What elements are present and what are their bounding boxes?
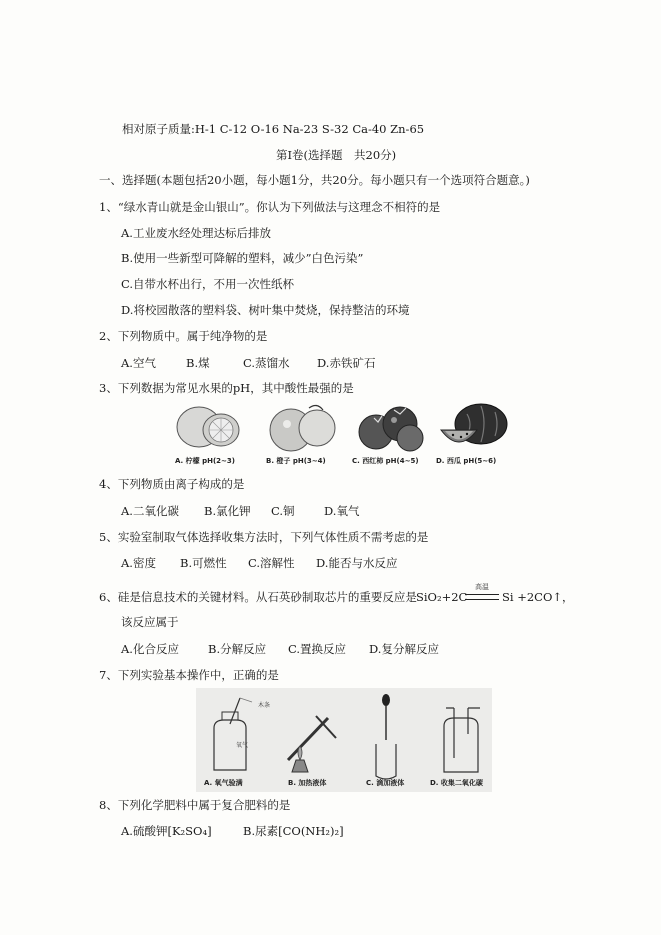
q4-option-a: A.二氧化碳 — [121, 504, 179, 518]
q4-option-c: C.铜 — [271, 504, 295, 518]
lab-caption-a: A. 氧气验满 — [204, 779, 243, 787]
lab-caption-c: C. 滴加液体 — [366, 779, 405, 787]
tomato-image — [354, 400, 426, 454]
q5-option-c: C.溶解性 — [248, 556, 295, 570]
q1-option-c: C.自带水杯出行，不用一次性纸杯 — [121, 277, 295, 291]
atomic-mass-line: 相对原子质量:H-1 C-12 O-16 Na-23 S-32 Ca-40 Zn-65 — [122, 122, 425, 136]
volume-title: 第Ⅰ卷(选择题 共20分) — [276, 148, 397, 162]
q2-option-b: B.煤 — [186, 356, 210, 370]
fruit-caption-b: B. 橙子 pH(3~4) — [266, 457, 326, 465]
q6-option-b: B.分解反应 — [208, 642, 267, 656]
section-intro: 一、选择题(本题包括20小题，每小题1分，共20分。每小题只有一个选项符合题意。) — [99, 173, 530, 187]
q6-option-a: A.化合反应 — [121, 642, 179, 656]
q6-reaction-condition: 高温 — [475, 583, 489, 591]
q1-option-b: B.使用一些新型可降解的塑料，减少”白色污染” — [121, 251, 364, 265]
oxygen-label: 氧气 — [236, 742, 249, 749]
fruit-caption-d: D. 西瓜 pH(5~6) — [436, 457, 497, 465]
q5-option-a: A.密度 — [121, 556, 156, 570]
q2-option-a: A.空气 — [121, 356, 156, 370]
q4-option-b: B.氯化钾 — [204, 504, 251, 518]
q6-option-d: D.复分解反应 — [369, 642, 439, 656]
lab-caption-b: B. 加热液体 — [288, 779, 327, 787]
gas-collection-bottle-icon — [444, 708, 480, 772]
q1-stem: 1、“绿水青山就是金山银山”。你认为下列做法与这理念不相符的是 — [99, 200, 441, 214]
q1-option-a: A.工业废水经处理达标后排放 — [121, 226, 271, 240]
q8-option-a: A.硫酸钾[K₂SO₄] — [121, 824, 212, 838]
q2-option-d: D.赤铁矿石 — [317, 356, 376, 370]
q2-stem: 2、下列物质中。属于纯净物的是 — [99, 329, 268, 343]
q6-stem-2: 该反应属于 — [121, 615, 179, 629]
q4-option-d: D.氧气 — [324, 504, 360, 518]
heating-liquid-icon — [288, 716, 336, 772]
q6-reaction-arrow — [465, 594, 499, 600]
dropper-icon — [376, 694, 396, 779]
q2-option-c: C.蒸馏水 — [243, 356, 290, 370]
oxygen-test-bottle-icon — [214, 698, 252, 770]
q6-option-c: C.置换反应 — [288, 642, 347, 656]
q6-equation-right: Si +2CO↑， — [502, 590, 574, 604]
q6-stem: 6、硅是信息技术的关键材料。从石英砂制取芯片的重要反应是 — [99, 590, 417, 604]
lab-caption-d: D. 收集二氧化碳 — [430, 779, 483, 787]
q8-stem: 8、下列化学肥料中属于复合肥料的是 — [99, 798, 291, 812]
q4-stem: 4、下列物质由离子构成的是 — [99, 477, 245, 491]
watermelon-image — [437, 400, 509, 454]
stick-label: 木条 — [258, 702, 271, 709]
q7-stem: 7、下列实验基本操作中，正确的是 — [99, 668, 279, 682]
fruit-caption-a: A. 柠檬 pH(2~3) — [175, 457, 235, 465]
q1-option-d: D.将校园散落的塑料袋、树叶集中焚烧，保持整洁的环境 — [121, 303, 410, 317]
q8-option-b: B.尿素[CO(NH₂)₂] — [243, 824, 344, 838]
orange-image — [265, 400, 337, 454]
q3-stem: 3、下列数据为常见水果的pH，其中酸性最强的是 — [99, 381, 354, 395]
q5-stem: 5、实验室制取气体选择收集方法时，下列气体性质不需考虑的是 — [99, 530, 429, 544]
q5-option-d: D.能否与水反应 — [316, 556, 398, 570]
fruit-caption-c: C. 西红柿 pH(4~5) — [352, 457, 419, 465]
q5-option-b: B.可燃性 — [180, 556, 227, 570]
q6-equation-left: SiO₂+2C — [416, 590, 468, 604]
lemon-image — [173, 400, 245, 454]
lab-operations-figure — [196, 688, 492, 792]
